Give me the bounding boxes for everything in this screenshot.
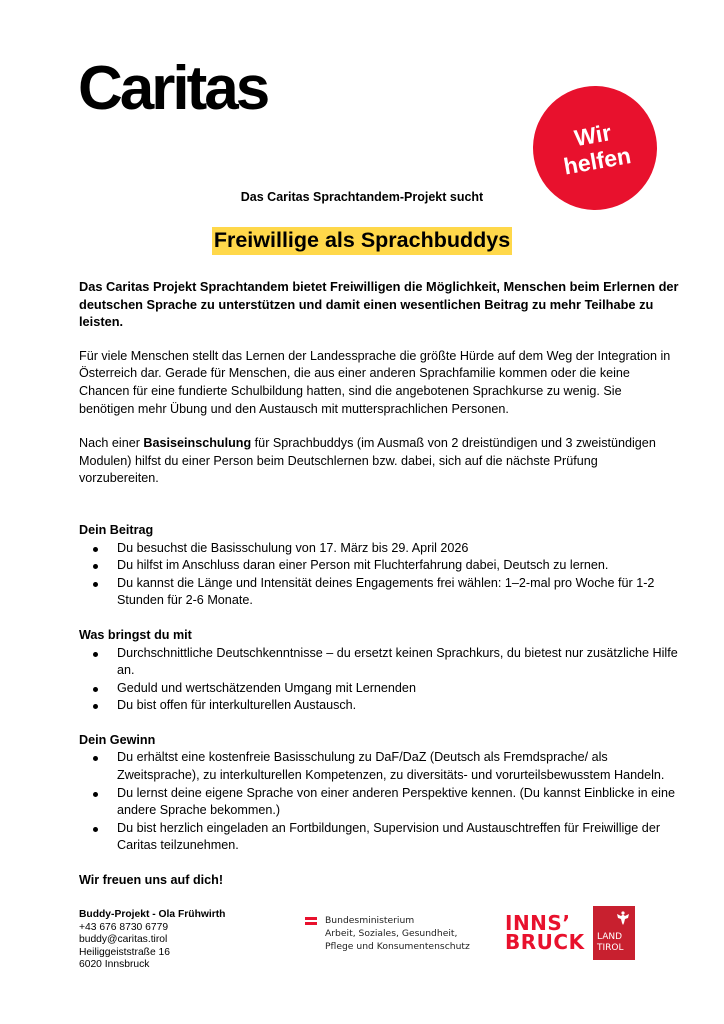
training-paragraph	[79, 435, 679, 488]
main-content	[79, 278, 679, 890]
ministry-line-1: Bundesministerium	[325, 915, 415, 926]
list-item: Du hilfst im Anschluss daran einer Person mit Fluchterfahrung dabei, Deutsch zu lernen.	[79, 557, 679, 575]
innsbruck-line-2: BRUCK	[505, 930, 585, 954]
list-item: Du kannst die Länge und Intensität deines Engagements frei wählen: 1–2-mal pro Woche für 1-2 Stunden für 2-6 Monate.	[79, 575, 679, 610]
list-item: Du bist offen für interkulturellen Austausch.	[79, 697, 679, 715]
innsbruck-logo	[505, 911, 585, 954]
austria-flag-icon	[305, 917, 317, 954]
bullet-list	[79, 749, 679, 855]
section-title: Was bringst du mit	[79, 627, 192, 642]
bullet-list	[79, 645, 679, 715]
title-wrapper	[0, 227, 724, 255]
training-bold: Basiseinschulung	[143, 436, 252, 451]
subtitle: Das Caritas Sprachtandem-Projekt sucht	[240, 190, 484, 204]
tirol-line-1: LAND	[597, 932, 623, 942]
training-suffix: für Sprachbuddys (im Ausmaß von 2 dreistündigen und 3 zweistündigen Modulen) hilfst du einer Person beim Deutschlernen bzw. dabei, sich auf die nächste Prüfung vorzubereiten.	[79, 436, 656, 486]
page-title: Freiwillige als Sprachbuddys	[212, 227, 512, 255]
contact-street: Heiliggeiststraße 16	[79, 946, 170, 958]
badge-line-2: helfen	[561, 142, 633, 180]
innsbruck-line-1: INNS’	[505, 911, 571, 935]
list-item: Geduld und wertschätzenden Umgang mit Lernenden	[79, 680, 679, 698]
contact-name: Buddy-Projekt - Ola Frühwirth	[79, 909, 226, 920]
caritas-logo: Caritas	[78, 54, 268, 123]
list-item: Du besuchst die Basisschulung von 17. März bis 29. April 2026	[79, 540, 679, 558]
section-beitrag	[79, 522, 679, 610]
contact-email[interactable]: buddy@caritas.tirol	[79, 934, 168, 946]
ministry-line-3: Pflege und Konsumentenschutz	[325, 941, 470, 953]
section-bringst-du-mit	[79, 627, 679, 715]
contact-phone[interactable]: +43 676 8730 6779	[79, 921, 169, 933]
ministry-line-2: Arbeit, Soziales, Gesundheit,	[325, 928, 458, 940]
tirol-line-2: TIROL	[597, 943, 624, 953]
list-item: Durchschnittliche Deutschkenntnisse – du ersetzt keinen Sprachkurs, du bietest nur zusätzliche Hilfe an.	[79, 645, 679, 680]
contact-block	[79, 909, 225, 972]
eagle-icon	[615, 910, 631, 926]
contact-city: 6020 Innsbruck	[79, 959, 150, 971]
bullet-list	[79, 540, 679, 610]
closing-line: Wir freuen uns auf dich!	[79, 873, 224, 888]
intro-paragraph: Für viele Menschen stellt das Lernen der Landessprache die größte Hürde auf dem Weg der Integration in Österreich dar. Gerade für Menschen, die aus einer anderen Sprachfamilie kommen oder die keine Chancen für eine fundierte Schulbildung hatten, sind die angebotenen Sprachkurse zu wenig. Sie benötigen mehr Übung und den Austausch mit muttersprachlichen Personen.	[79, 348, 671, 416]
badge-line-1: Wir	[572, 118, 614, 151]
section-gewinn	[79, 732, 679, 855]
list-item: Du bist herzlich eingeladen an Fortbildungen, Supervision und Austauschtreffen für Freiwillige der Caritas teilzunehmen.	[79, 820, 679, 855]
intro-lead: Das Caritas Projekt Sprachtandem bietet Freiwilligen die Möglichkeit, Menschen beim Erlernen der deutschen Sprache zu unterstützen und damit einen wesentlichen Beitrag zu mehr Teilhabe zu leisten.	[79, 279, 679, 330]
ministry-logo	[305, 914, 470, 954]
list-item: Du lernst deine eigene Sprache von einer anderen Perspektive kennen. (Du kannst Einblicke in eine andere Sprache bekommen.)	[79, 785, 679, 820]
section-title: Dein Gewinn	[79, 732, 156, 747]
list-item: Du erhältst eine kostenfreie Basisschulung zu DaF/DaZ (Deutsch als Fremdsprache/ als Zweitsprache), zu interkulturellen Kompetenzen, zu diversitäts- und vorurteilsbewusstem Handeln.	[79, 749, 679, 784]
section-title: Dein Beitrag	[79, 522, 154, 537]
training-prefix: Nach einer	[79, 436, 144, 451]
land-tirol-logo	[593, 906, 635, 960]
